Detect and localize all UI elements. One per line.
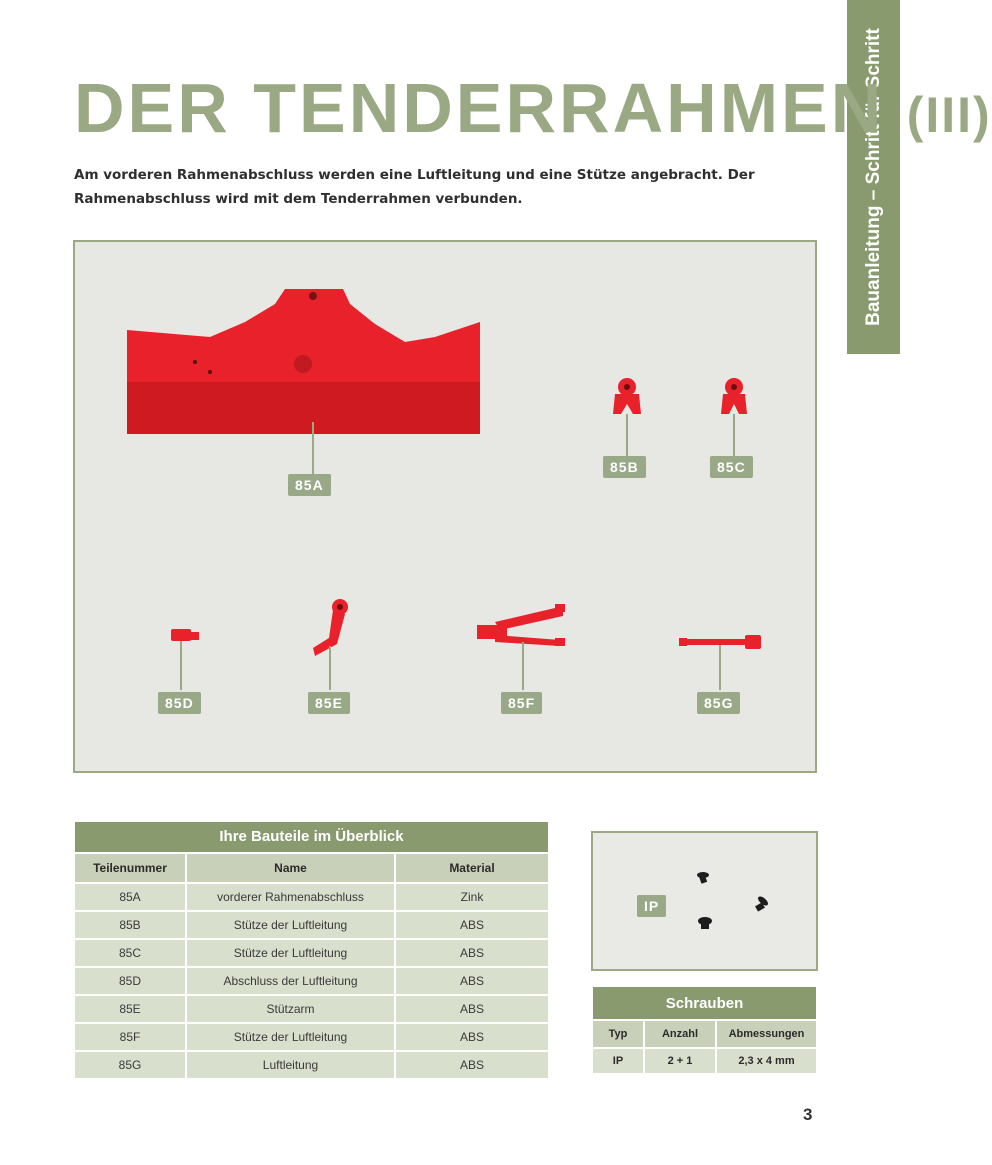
cell-name: Stützarm [186,995,395,1023]
label-ip: IP [637,895,666,917]
table-row [74,967,549,995]
page-number: 3 [803,1105,813,1124]
label-85a: 85A [288,474,331,496]
header-abmessungen: Abmessungen [716,1020,817,1048]
parts-photo [73,240,817,773]
part-85a-shape [127,289,480,434]
parts-overview-table [73,820,550,1080]
cell-anzahl: 2 + 1 [644,1048,716,1074]
cell-material: ABS [395,1051,549,1079]
cell-part-number: 85F [74,1023,186,1051]
table-row [74,883,549,911]
label-85f: 85F [501,692,542,714]
part-85c-shape [721,378,747,414]
header-name: Name [186,853,395,883]
table-row [74,911,549,939]
side-tab-text: Bauanleitung – Schritt für Schritt [862,28,884,326]
header-typ: Typ [592,1020,644,1048]
cell-material: ABS [395,1023,549,1051]
screws-illustration [593,833,816,969]
part-85f-shape [477,604,565,646]
cell-material: ABS [395,967,549,995]
label-85g: 85G [697,692,740,714]
label-85b: 85B [603,456,646,478]
cell-typ: IP [592,1048,644,1074]
table-row [74,1023,549,1051]
title-suffix: (III) [906,87,992,143]
title-main: DER TENDERRAHMEN [74,69,885,147]
cell-name: Stütze der Luftleitung [186,1023,395,1051]
cell-part-number: 85G [74,1051,186,1079]
cell-name: Stütze der Luftleitung [186,911,395,939]
cell-name: Stütze der Luftleitung [186,939,395,967]
cell-part-number: 85B [74,911,186,939]
screws-table-title: Schrauben [592,986,817,1020]
table-row [74,1051,549,1079]
label-85d: 85D [158,692,201,714]
table-row [74,939,549,967]
cell-part-number: 85C [74,939,186,967]
label-85e: 85E [308,692,350,714]
cell-material: ABS [395,939,549,967]
cell-name: Luftleitung [186,1051,395,1079]
label-85c: 85C [710,456,753,478]
cell-material: ABS [395,995,549,1023]
cell-part-number: 85A [74,883,186,911]
cell-name: Abschluss der Luftleitung [186,967,395,995]
cell-material: ABS [395,911,549,939]
screws-table [591,985,818,1075]
part-85d-shape [171,629,199,641]
table-row [74,995,549,1023]
header-material: Material [395,853,549,883]
cell-material: Zink [395,883,549,911]
screw-shapes [697,872,770,929]
part-85b-shape [613,378,641,414]
parts-table-title: Ihre Bauteile im Überblick [74,821,549,853]
screws-photo [591,831,818,971]
table-row [592,1048,817,1074]
cell-part-number: 85E [74,995,186,1023]
cell-name: vorderer Rahmenabschluss [186,883,395,911]
header-anzahl: Anzahl [644,1020,716,1048]
cell-part-number: 85D [74,967,186,995]
header-teilenummer: Teilenummer [74,853,186,883]
section-side-tab [847,0,900,354]
page-title [74,68,992,155]
cell-abmessungen: 2,3 x 4 mm [716,1048,817,1074]
intro-text: Am vorderen Rahmenabschluss werden eine Luftleitung und eine Stütze angebracht. Der Rahmenabschluss wird mit dem Tenderrahmen verbunden. [74,167,755,207]
